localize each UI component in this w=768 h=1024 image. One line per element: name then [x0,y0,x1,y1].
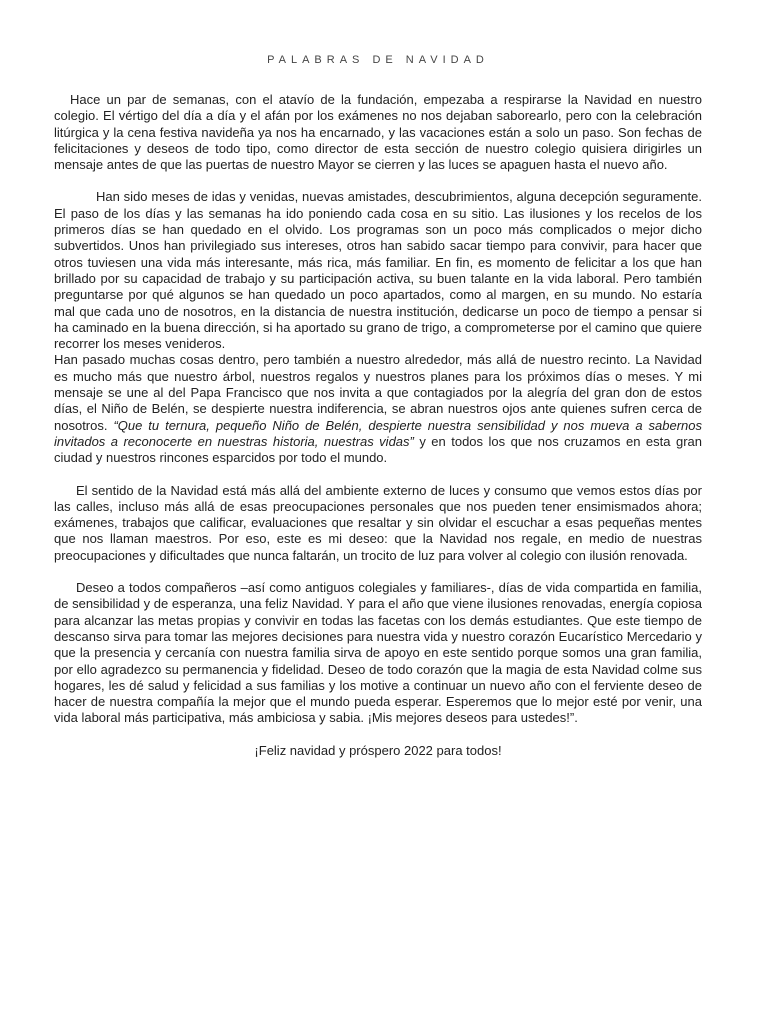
paragraph-months: Han sido meses de idas y venidas, nuevas amistades, descubrimientos, alguna decepción seguramente. El paso de los días y las semanas ha ido poniendo cada cosa en su sitio. Las ilusiones y los recelos de los primeros días se han quedado en el olvido. Los programas son un poco más complicados o mejor dicho subvertidos. Unos han privilegiado sus intereses, otros han sabido sacar tiempo para convivir, para hacer que otros tuviesen una vida más interesante, más rica, más familiar. En fin, es momento de felicitar a los que han brillado por su capacidad de trabajo y su participación activa, su buen talante en la vida laboral. Pero también preguntarse por qué algunos se han quedado un poco apartados, como al margen, en su mundo. No estaría mal que cada uno de nosotros, en la distancia de nuestra institución, dedicarse un poco de tiempo a pensar si ha caminado en la buena dirección, si ha aportado su grano de trigo, a comprometerse por el camino que quiere recorrer los meses venideros. [54,189,702,352]
paragraph-meaning: El sentido de la Navidad está más allá del ambiente externo de luces y consumo que vemos estos días por las calles, incluso más allá de esas preocupaciones personales que nos pueden tener ensimismados ahora; exámenes, trabajos que calificar, evaluaciones que resaltar y sin olvidar el escuchar a esas pequeñas mentes que nos llaman maestros. Por eso, este es mi deseo: que la Navidad nos regale, en medio de nuestras preocupaciones y dificultades que nunca faltarán, un trocito de luz para volver al colegio con ilusión renovada. [54,482,702,563]
paragraph-pope-message [54,352,702,466]
pope-quote: “Que tu ternura, pequeño Niño de Belén, despierte nuestra sensibilidad y nos mueva a sabernos invitados a reconocerte en nuestras historia, nuestras vidas” [54,417,702,449]
closing-greeting: ¡Feliz navidad y próspero 2022 para todos! [254,742,502,758]
pope-message-text: Han pasado muchas cosas dentro, pero también a nuestro alrededor, más allá de nuestro recinto. La Navidad es mucho más que nuestro árbol, nuestros regalos y nuestros planes para los próximos días o meses. Y mi mensaje se une al del Papa Francisco que nos invita a que contagiados por la alegría del gran don de estos días, el Niño de Belén, se despierte nuestra indiferencia, se abran nuestros ojos ante quienes sufren cerca de nosotros. [54,352,702,433]
document-title: PALABRAS DE NAVIDAD [267,54,489,66]
document-page [54,54,702,759]
pope-message-ending: y en todos los que nos cruzamos en esta gran ciudad y nuestros rincones esparcidos por todo el mundo. [54,433,702,466]
paragraph-wishes: Deseo a todos compañeros –así como antiguos colegiales y familiares-, días de vida compartida en familia, de sensibilidad y de esperanza, una feliz Navidad. Y para el año que viene ilusiones renovadas, energía copiosa para alcanzar las metas propias y convivir en todas las facetas con los demás estudiantes. Que este tiempo de descanso sirva para tomar las mejores decisiones para nuestra vida y nuestro corazón Eucarístico Mercedario y que la presencia y cercanía con nuestra familia sirva de apoyo en este sentido porque somos una gran familia, por ello agradezco su permanencia y fidelidad. Deseo de todo corazón que la magia de esta Navidad colme sus hogares, les dé salud y felicidad a sus familias y los motive a continuar un nuevo año con el ferviente deseo de hacer de nuestra compañía la mejor que el mundo pueda esperar. Esperemos que lo mejor esté por venir, una vida laboral más participativa, más ambiciosa y sabia. ¡Mis mejores deseos para ustedes!”. [54,580,702,726]
paragraph-intro: Hace un par de semanas, con el atavío de la fundación, empezaba a respirarse la Navidad en nuestro colegio. El vértigo del día a día y el afán por los exámenes no nos dejaban saborearlo, pero con la celebración litúrgica y la cena festiva navideña ya nos ha encarnado, y las vacaciones están a solo un paso. Son fechas de felicitaciones y deseos de todo tipo, como director de esta sección de nuestro colegio quisiera dirigirles un mensaje antes de que las puertas de nuestro Mayor se cierren y las luces se apaguen hasta el nuevo año. [54,92,702,173]
